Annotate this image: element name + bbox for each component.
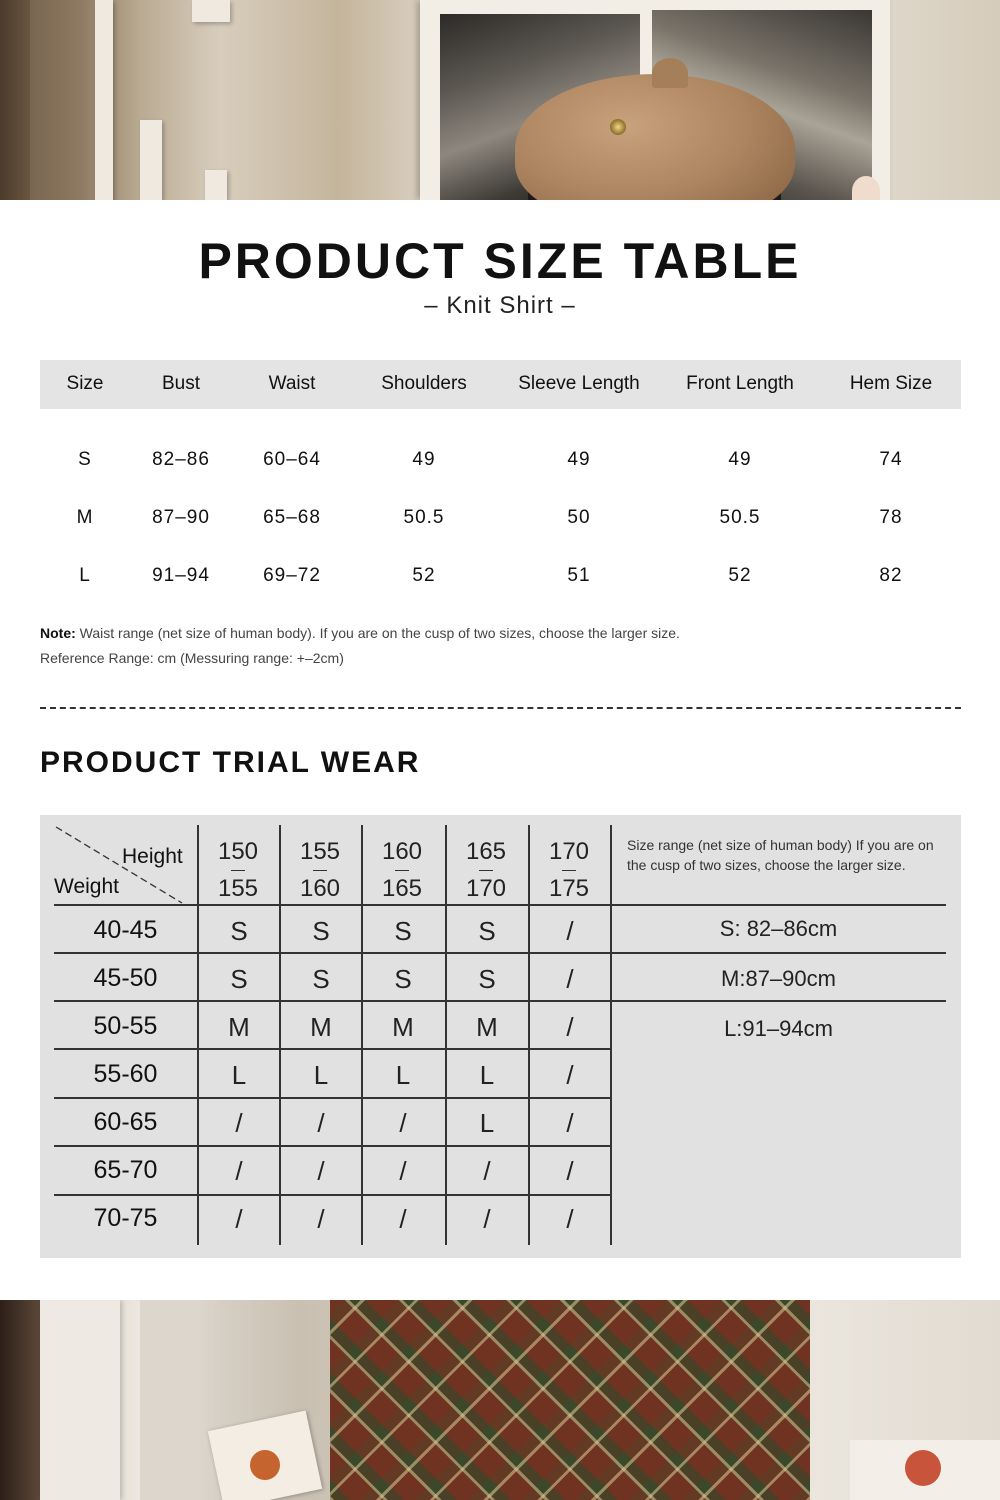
table-cell: 87–90 [152, 507, 210, 528]
door-panel [140, 1300, 200, 1500]
height-from: 165 [465, 838, 507, 865]
bust-range-s: S: 82–86cm [719, 916, 838, 941]
table-cell: 49 [567, 449, 591, 470]
height-from: 170 [548, 838, 590, 865]
plaid-skirt [330, 1300, 810, 1500]
table-cell: 49 [728, 449, 752, 470]
table-cell: L [479, 1108, 495, 1138]
table-cell: / [235, 1108, 243, 1138]
trial-wear-table [40, 815, 961, 1258]
table-cell: L [479, 1060, 495, 1090]
height-to: 170 [465, 875, 507, 902]
magazine-graphic [250, 1450, 280, 1480]
page-title: PRODUCT SIZE TABLE [198, 233, 802, 289]
grid-line [54, 1000, 946, 1002]
table-cell: 52 [412, 565, 436, 586]
table-cell: 49 [412, 449, 436, 470]
table-cell: / [566, 1012, 574, 1042]
header-size: Size [66, 373, 104, 394]
table-cell: S [230, 964, 248, 994]
height-to: 155 [217, 875, 259, 902]
wall-shelf [140, 120, 162, 200]
table-cell: 60–64 [263, 449, 321, 470]
range-dash [562, 870, 576, 871]
table-cell: / [566, 1204, 574, 1234]
range-dash [231, 870, 245, 871]
table-cell: / [235, 1156, 243, 1186]
size-row-m [40, 507, 961, 537]
table-cell: / [399, 1204, 407, 1234]
weight-label-45-50: 45-50 [93, 964, 158, 992]
header-shoulders: Shoulders [381, 373, 467, 394]
header-hem-size: Hem Size [849, 373, 933, 394]
shelf-object [905, 1450, 941, 1486]
table-cell: / [317, 1108, 325, 1138]
grid-line [54, 1145, 611, 1147]
table-cell: S [312, 964, 330, 994]
size-table-header [40, 360, 961, 409]
table-cell: S [312, 916, 330, 946]
table-cell: / [566, 916, 574, 946]
height-from: 150 [217, 838, 259, 865]
table-cell: M [392, 1012, 414, 1042]
door-panel [40, 1300, 120, 1500]
section-divider [40, 707, 961, 709]
weight-label-40-45: 40-45 [93, 916, 158, 944]
table-cell: L [79, 565, 91, 586]
note-text: Waist range (net size of human body). If you are on the cusp of two sizes, choose the larger size. [75, 625, 680, 641]
wall-shelf [205, 170, 227, 200]
table-cell: / [317, 1156, 325, 1186]
header-waist: Waist [268, 373, 316, 394]
table-cell: 50.5 [403, 507, 445, 528]
height-col-150 [197, 833, 279, 907]
size-row-s [40, 449, 961, 479]
weight-label-65-70: 65-70 [93, 1156, 158, 1184]
table-cell: / [483, 1156, 491, 1186]
bust-range-m: M:87–90cm [721, 966, 836, 991]
table-cell: 51 [567, 565, 591, 586]
range-dash [479, 870, 493, 871]
height-col-165 [445, 833, 527, 907]
table-cell: 82–86 [152, 449, 210, 470]
beret-stem [652, 58, 688, 88]
table-cell: / [235, 1204, 243, 1234]
table-cell: M [228, 1012, 250, 1042]
table-cell: / [566, 1060, 574, 1090]
table-cell: S [394, 916, 412, 946]
size-range-note: Size range (net size of human body) If you are on the cusp of two sizes, choose the larger size. [627, 837, 934, 873]
table-cell: / [317, 1204, 325, 1234]
note-label: Note: [40, 625, 76, 641]
table-cell: 74 [879, 449, 903, 470]
bust-range-l: L:91–94cm [724, 1016, 833, 1041]
table-cell: S [478, 916, 496, 946]
table-cell: / [399, 1108, 407, 1138]
page-subtitle: – Knit Shirt – [424, 292, 576, 319]
table-cell: L [313, 1060, 329, 1090]
height-from: 155 [299, 838, 341, 865]
hero-photo-top [0, 0, 1000, 200]
table-cell: S [230, 916, 248, 946]
range-dash [395, 870, 409, 871]
weight-label-55-60: 55-60 [93, 1060, 158, 1088]
header-front-length: Front Length [686, 373, 794, 394]
weight-label-70-75: 70-75 [93, 1204, 158, 1232]
table-cell: 91–94 [152, 565, 210, 586]
grid-line [54, 952, 946, 954]
table-cell: 69–72 [263, 565, 321, 586]
table-cell: 52 [728, 565, 752, 586]
height-to: 165 [381, 875, 423, 902]
table-cell: 78 [879, 507, 903, 528]
size-row-l [40, 565, 961, 595]
weight-label-60-65: 60-65 [93, 1108, 158, 1136]
hero-photo-bottom [0, 1300, 1000, 1500]
reference-range-note: Reference Range: cm (Messuring range: +–2cm) [40, 650, 344, 666]
height-col-160 [361, 833, 443, 907]
table-cell: M [476, 1012, 498, 1042]
range-dash [313, 870, 327, 871]
grid-line [54, 1194, 611, 1196]
door-frame [0, 0, 30, 200]
beret-pin [610, 119, 626, 135]
weight-label-50-55: 50-55 [93, 1012, 158, 1040]
table-cell: L [231, 1060, 247, 1090]
table-cell: L [395, 1060, 411, 1090]
weight-label: Weight [54, 875, 119, 898]
table-cell: / [566, 1156, 574, 1186]
header-bust: Bust [161, 373, 201, 394]
size-info-panel [0, 200, 1000, 1300]
grid-line [54, 1097, 611, 1099]
table-cell: 50 [567, 507, 591, 528]
height-col-155 [279, 833, 361, 907]
table-cell: / [566, 1108, 574, 1138]
table-cell: M [76, 507, 94, 528]
wall-shelf [192, 0, 230, 22]
height-from: 160 [381, 838, 423, 865]
trial-wear-title: PRODUCT TRIAL WEAR [40, 746, 421, 779]
table-cell: 50.5 [719, 507, 761, 528]
wall-shelf [95, 0, 113, 200]
height-to: 160 [299, 875, 341, 902]
table-cell: M [310, 1012, 332, 1042]
table-cell: / [399, 1156, 407, 1186]
height-label: Height [122, 845, 183, 868]
table-cell: 65–68 [263, 507, 321, 528]
grid-line [54, 1048, 611, 1050]
model-hand [852, 176, 880, 200]
height-col-170 [528, 833, 610, 907]
height-to: 175 [548, 875, 590, 902]
table-cell: 82 [879, 565, 903, 586]
grid-line [54, 904, 946, 906]
table-cell: S [478, 964, 496, 994]
table-cell: S [78, 449, 92, 470]
size-note [40, 625, 680, 641]
header-sleeve-length: Sleeve Length [518, 373, 640, 394]
table-cell: / [566, 964, 574, 994]
table-cell: S [394, 964, 412, 994]
table-cell: / [483, 1204, 491, 1234]
